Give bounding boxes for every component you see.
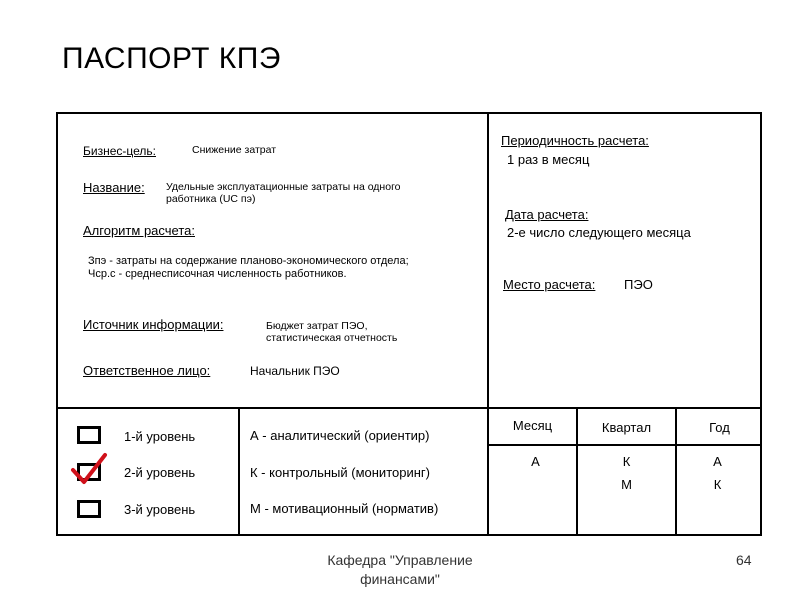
year-value-1: А — [713, 454, 722, 469]
checkmark-icon — [70, 452, 108, 486]
level-1-label: 1-й уровень — [124, 429, 196, 444]
year-value-2: К — [713, 477, 722, 492]
period-value: 1 раз в месяц — [507, 152, 590, 167]
frame-divider-levels — [238, 407, 240, 536]
algorithm-line2: Чср.с - среднесписочная численность работников. — [88, 268, 347, 280]
goal-label: Бизнес-цель: — [83, 144, 156, 158]
place-value: ПЭО — [624, 277, 653, 292]
type-analytic: А - аналитический (ориентир) — [250, 428, 430, 443]
responsible-label: Ответственное лицо: — [83, 363, 211, 378]
quarter-value-2: М — [621, 477, 632, 492]
name-value-line1: Удельные эксплуатационные затраты на одного — [166, 181, 401, 193]
period-label: Периодичность расчета: — [501, 133, 649, 148]
quarter-header: Квартал — [601, 420, 652, 435]
page-number: 64 — [736, 552, 752, 568]
type-motivation: М - мотивационный (норматив) — [250, 501, 439, 516]
level-1-checkbox[interactable] — [77, 426, 101, 444]
place-label: Место расчета: — [503, 277, 596, 292]
level-3-label: 3-й уровень — [124, 502, 196, 517]
year-header: Год — [709, 420, 730, 435]
level-2-label: 2-й уровень — [124, 465, 196, 480]
footer-department-line2: финансами" — [360, 571, 440, 587]
algorithm-line1: Зпэ - затраты на содержание планово-экономического отдела; — [88, 255, 409, 267]
date-label: Дата расчета: — [505, 207, 589, 222]
month-header: Месяц — [512, 418, 553, 433]
level-3-checkbox[interactable] — [77, 500, 101, 518]
type-control: К - контрольный (мониторинг) — [250, 465, 430, 480]
name-value-line2: работника (UC пэ) — [166, 193, 256, 205]
source-line1: Бюджет затрат ПЭО, — [266, 320, 368, 332]
responsible-value: Начальник ПЭО — [250, 364, 340, 378]
footer-department-line1: Кафедра "Управление — [327, 552, 473, 568]
name-label: Название: — [83, 180, 145, 195]
month-value: А — [531, 454, 540, 469]
quarter-value-1: К — [622, 454, 631, 469]
goal-value: Снижение затрат — [192, 144, 277, 156]
period-header-divider — [488, 444, 762, 446]
source-line2: статистическая отчетность — [266, 332, 398, 344]
algorithm-label: Алгоритм расчета: — [83, 223, 195, 238]
source-label: Источник информации: — [83, 317, 224, 332]
frame-divider-horizontal — [56, 407, 762, 409]
page-title: ПАСПОРТ КПЭ — [62, 42, 281, 75]
date-value: 2-е число следующего месяца — [507, 225, 691, 240]
